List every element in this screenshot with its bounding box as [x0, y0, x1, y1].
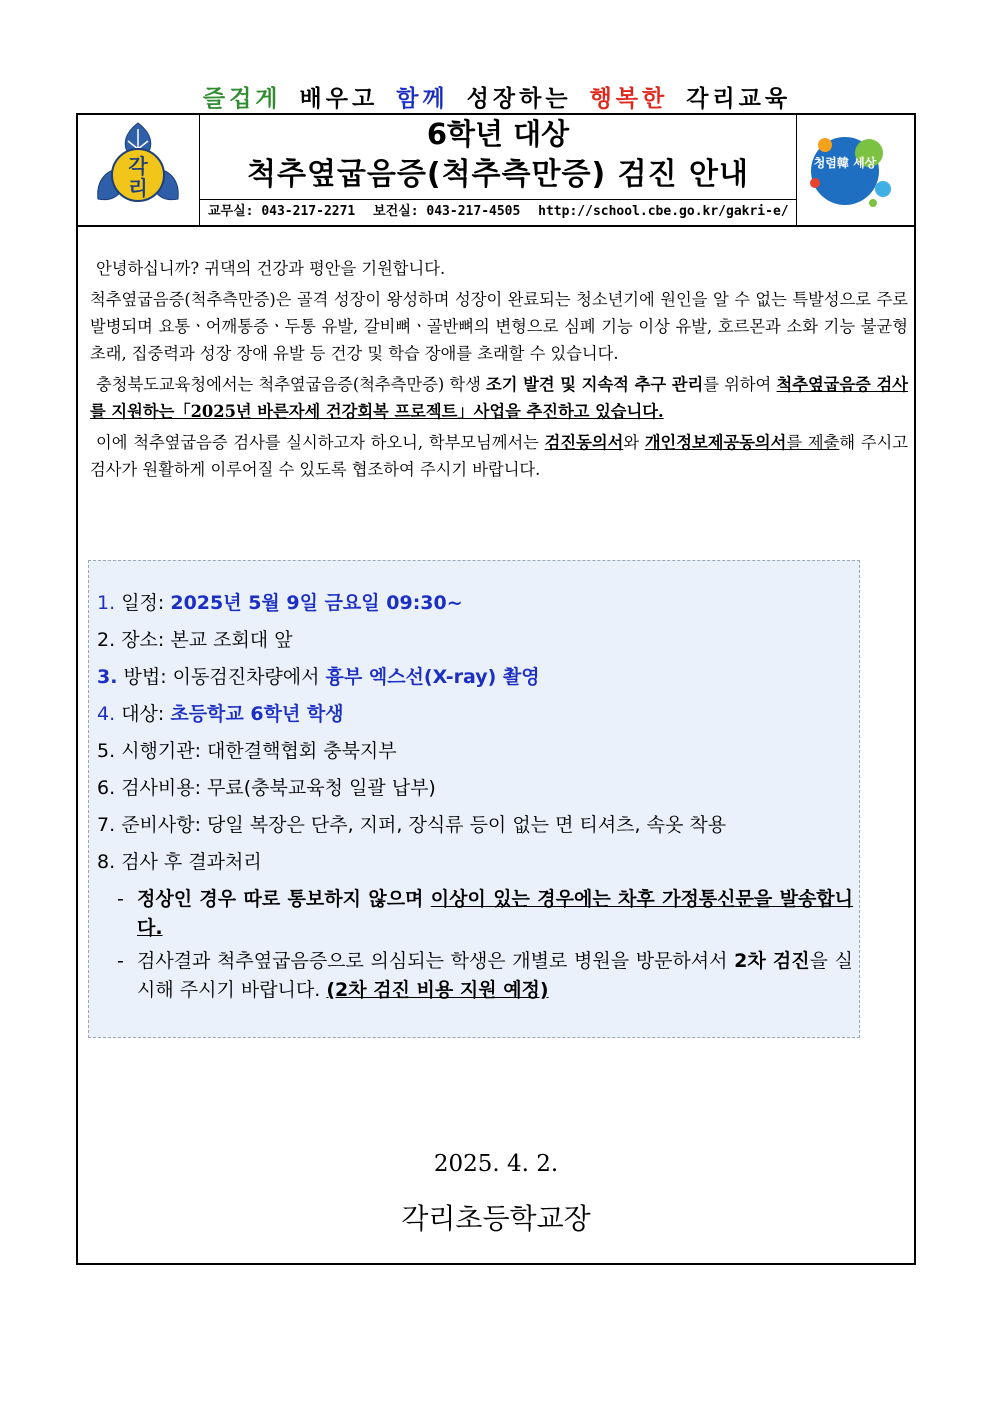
list-item — [97, 622, 853, 659]
issue-date: 2025. 4. 2. — [433, 1151, 559, 1177]
intro-paragraph-2 — [90, 371, 908, 425]
integrity-emblem — [796, 115, 914, 225]
item-value: 초등학교 6학년 학생 — [170, 703, 344, 725]
notice-header — [78, 115, 914, 227]
motto-word: 성장하는 — [466, 86, 572, 112]
note-text: 검사결과 척추옆굽음증으로 의심되는 학생은 개별로 병원을 방문하셔서 — [137, 950, 735, 972]
integrity-world-icon — [797, 115, 913, 223]
item-number: 1. — [97, 592, 116, 614]
list-item — [97, 807, 853, 844]
item-value: 무료(충북교육청 일괄 납부) — [207, 777, 436, 799]
list-item — [97, 770, 853, 807]
logo-text-top: 각 — [128, 154, 148, 178]
details-list — [97, 585, 853, 1005]
dash-marker: - — [117, 888, 124, 910]
submit-text: 를 제출 — [786, 433, 840, 452]
contact-office: 교무실: 043-217-2271 — [208, 204, 356, 219]
item-number: 4. — [97, 703, 116, 725]
item-number: 8. — [97, 851, 116, 873]
motto-word: 즐겁게 — [202, 86, 282, 112]
item-number: 2. — [97, 629, 116, 651]
school-motto — [76, 80, 918, 113]
p3-text: 와 — [623, 433, 645, 452]
motto-word: 행복한 — [589, 86, 669, 112]
note-underlined: (2차 검진 비용 지원 예정) — [326, 979, 549, 1001]
logo-text-bottom: 리 — [128, 176, 148, 200]
greeting: 안녕하십니까? 귀댁의 건강과 평안을 기원합니다. — [96, 259, 446, 278]
motto-word: 함께 — [396, 86, 449, 112]
item-label: 장소: — [121, 629, 171, 651]
emblem-text: 청렴韓 세상 — [813, 156, 877, 170]
intro-text — [90, 255, 908, 483]
item-value: 대한결핵협회 충북지부 — [207, 740, 397, 762]
school-url-link[interactable]: http://school.cbe.go.kr/gakri-e/ — [538, 204, 789, 219]
list-item — [97, 585, 853, 622]
note-bold: 2차 검진 — [734, 950, 810, 972]
item-value: 흉부 엑스선(X-ray) 촬영 — [325, 666, 540, 688]
intro-paragraph-1: 척추옆굽음증(척추측만증)은 골격 성장이 왕성하며 성장이 완료되는 청소년기에 원인을 알 수 없는 특발성으로 주로 발병되며 요통ㆍ어깨통증ㆍ두통 유발, 갈비뼈ㆍ골반뼈의 변형으로 심폐 기능 이상 유발, 호르몬과 소화 기능 불균형 초래, 집중력과 성장 장애 유발 등 건강 및 학습 장애를 초래할 수 있습니다. — [90, 290, 908, 363]
contact-info — [200, 199, 796, 224]
item-label: 방법: 이동검진차량에서 — [123, 666, 326, 688]
p2-text: 충청북도교육청에서는 척추옆굽음증(척추측만증) 학생 — [96, 375, 487, 394]
result-note-2 — [97, 947, 853, 1005]
school-logo — [78, 115, 200, 225]
item-label: 시행기관: — [121, 740, 208, 762]
note-text: 을 실시해 주시기 바랍니다. — [137, 950, 854, 1001]
motto-word: 배우고 — [299, 86, 379, 112]
item-value: 본교 조회대 앞 — [170, 629, 293, 651]
item-label: 검사비용: — [121, 777, 208, 799]
item-value: 2025년 5월 9일 금요일 09:30~ — [170, 592, 463, 614]
p2-underlined: 척추옆굽음증 검사를 지원하는「2025년 바른자세 건강회복 프로젝트」사업을 추진하고 있습니다. — [90, 375, 908, 421]
contact-health: 보건실: 043-217-4505 — [373, 204, 521, 219]
motto-word: 각리교육 — [686, 86, 792, 112]
title-line-2: 척추옆굽음증(척추측만증) 검진 안내 — [246, 157, 749, 192]
intro-paragraph-3 — [90, 429, 908, 483]
item-number: 3. — [97, 666, 118, 688]
dash-marker: - — [117, 950, 124, 972]
p2-bold: 조기 발견 및 지속적 추구 관리 — [486, 375, 704, 394]
note-bold: 정상인 경우 따로 통보하지 않으며 — [137, 888, 431, 910]
title-block — [200, 115, 796, 225]
p3-text: 이에 척추옆굽음증 검사를 실시하고자 하오니, 학부모님께서는 — [96, 433, 545, 452]
list-item — [97, 696, 853, 733]
principal-signature: 각리초등학교장 — [401, 1202, 591, 1235]
item-number: 5. — [97, 740, 116, 762]
details-box — [88, 560, 860, 1038]
list-item — [97, 659, 853, 696]
p2-text: 를 위하여 — [703, 375, 777, 394]
list-item — [97, 844, 853, 881]
result-note-1 — [97, 885, 853, 943]
consent-form-label: 검진동의서 — [544, 433, 624, 452]
list-item — [97, 733, 853, 770]
notice-frame — [76, 113, 916, 1265]
p3-text: 해 주시고 검사가 원활하게 이루어질 수 있도록 협조하여 주시기 바랍니다. — [90, 433, 909, 479]
item-label: 검사 후 결과처리 — [121, 851, 262, 873]
item-number: 6. — [97, 777, 116, 799]
item-value: 당일 복장은 단추, 지퍼, 장식류 등이 없는 면 티셔츠, 속옷 착용 — [207, 814, 727, 836]
school-emblem-icon — [78, 115, 198, 223]
item-number: 7. — [97, 814, 116, 836]
title-line-1: 6학년 대상 — [426, 117, 570, 151]
privacy-consent-label: 개인정보제공동의서 — [644, 433, 787, 452]
item-label: 준비사항: — [121, 814, 208, 836]
note-underlined: 이상이 있는 경우에는 차후 가정통신문을 발송합니다. — [137, 888, 854, 939]
item-label: 대상: — [121, 703, 171, 725]
item-label: 일정: — [121, 592, 171, 614]
